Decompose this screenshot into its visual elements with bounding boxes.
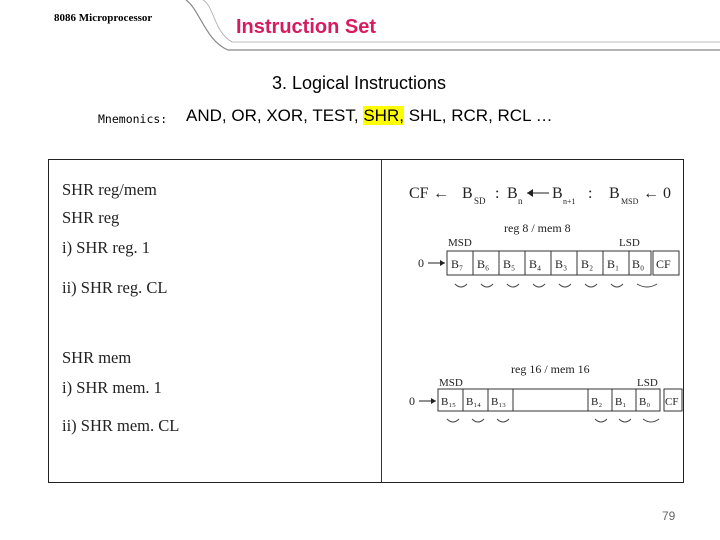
reg16-input-arrowhead <box>431 398 436 404</box>
formula-colon-2: : <box>588 185 593 202</box>
reg8-title: reg 8 / mem 8 <box>504 221 571 235</box>
mnemonic-shl: SHL, <box>408 106 447 125</box>
reg8-b0: B₀ <box>632 257 645 271</box>
shr-reg-1-text: i) SHR reg. 1 <box>62 238 150 257</box>
reg16-b1: B₁ <box>615 396 627 408</box>
shr-mem-1-text: i) SHR mem. 1 <box>62 378 162 397</box>
shr-reg-mem-text: SHR reg/mem <box>62 180 157 199</box>
formula-b-n1: B <box>552 185 563 202</box>
formula-b-sd: B <box>462 185 473 202</box>
figure-divider <box>381 160 382 482</box>
reg16-b2: B₂ <box>591 396 603 408</box>
shr-mem-cl-text: ii) SHR mem. CL <box>62 416 180 435</box>
reg16-b14: B₁₄ <box>466 396 482 408</box>
scanned-figure <box>48 159 684 483</box>
reg8-cf: CF <box>656 257 671 271</box>
reg16-shift-arrows <box>447 419 659 422</box>
reg8-b6: B₆ <box>477 257 490 271</box>
reg8-b4: B₄ <box>529 257 542 271</box>
reg16-input: 0 <box>409 394 415 408</box>
reg16-msd-label: MSD <box>439 377 463 389</box>
formula-b-msd: B <box>609 185 620 202</box>
formula-n1-sub: n+1 <box>563 197 576 206</box>
reg16-b13: B₁₃ <box>491 396 507 408</box>
page-number: 79 <box>662 509 676 523</box>
mnemonic-rcl: RCL … <box>497 106 553 125</box>
mnemonics-list <box>186 106 553 126</box>
formula-arrow: ← <box>433 185 449 202</box>
shr-mem-text: SHR mem <box>62 348 132 367</box>
shr-reg-text: SHR reg <box>62 208 120 227</box>
formula-cf: CF <box>409 185 429 202</box>
formula-n-sub: n <box>518 196 523 206</box>
mnemonic-or: OR, <box>231 106 262 125</box>
reg16-b15: B₁₅ <box>441 396 457 408</box>
course-label: 8086 Microprocessor <box>54 12 153 24</box>
mnemonic-and: AND, <box>186 106 227 125</box>
reg8-b1: B₁ <box>607 257 620 271</box>
mnemonic-rcr: RCR, <box>451 106 493 125</box>
formula-sd-sub: SD <box>474 196 486 206</box>
reg16-title: reg 16 / mem 16 <box>511 362 590 376</box>
reg8-b2: B₂ <box>581 257 594 271</box>
shr-reg-cl-text: ii) SHR reg. CL <box>62 278 168 297</box>
mnemonic-xor: XOR, <box>266 106 308 125</box>
formula-colon-1: : <box>495 185 500 202</box>
reg8-b7: B₇ <box>451 257 464 271</box>
reg8-input-arrowhead <box>440 260 445 266</box>
reg8-shift-arrows <box>455 284 657 287</box>
reg16-cf: CF <box>665 396 679 408</box>
formula-zero: ← 0 <box>643 185 671 202</box>
shift-diagram <box>383 160 683 482</box>
reg8-lsd-label: LSD <box>619 237 640 249</box>
reg8-b5: B₅ <box>503 257 516 271</box>
formula-arrow-head <box>527 189 533 197</box>
reg16-lsd-label: LSD <box>637 377 658 389</box>
formula-b-n: B <box>507 185 518 202</box>
slide-subtitle: 3. Logical Instructions <box>271 73 447 93</box>
reg8-input: 0 <box>418 256 424 270</box>
reg16-b0: B₀ <box>639 396 651 408</box>
mnemonic-shr-highlighted: SHR, <box>363 106 404 125</box>
formula-msd-sub: MSD <box>621 197 639 206</box>
mnemonic-test: TEST, <box>312 106 359 125</box>
reg8-msd-label: MSD <box>448 237 472 249</box>
reg8-b3: B₃ <box>555 257 568 271</box>
slide-title: Instruction Set <box>236 16 377 38</box>
mnemonics-label: Mnemonics: <box>98 112 168 126</box>
